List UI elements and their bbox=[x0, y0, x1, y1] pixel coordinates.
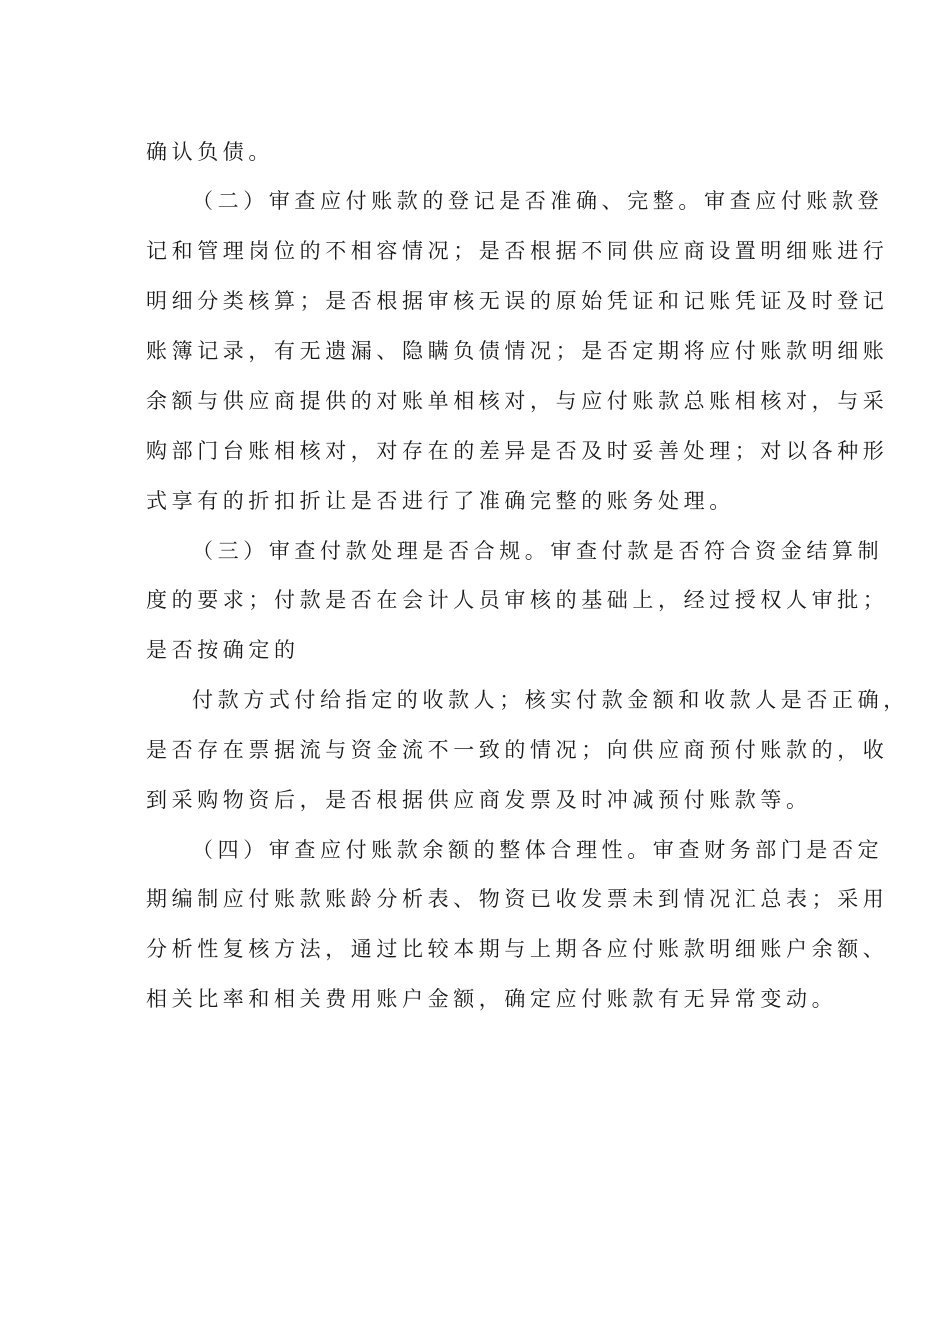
text-line: 购部门台账相核对，对存在的差异是否及时妥善处理；对以各种形 bbox=[146, 439, 889, 463]
text-line: 度的要求；付款是否在会计人员审核的基础上，经过授权人审批； bbox=[146, 588, 889, 612]
text-line: 是否按确定的 bbox=[146, 638, 300, 662]
text-line: 相关比率和相关费用账户金额，确定应付账款有无异常变动。 bbox=[146, 987, 838, 1011]
text-line: 余额与供应商提供的对账单相核对，与应付账款总账相核对，与采 bbox=[146, 389, 889, 413]
text-line: 期编制应付账款账龄分析表、物资已收发票未到情况汇总表；采用 bbox=[146, 887, 889, 911]
text-line: 付款方式付给指定的收款人；核实付款金额和收款人是否正确， bbox=[192, 688, 909, 712]
text-line: 式享有的折扣折让是否进行了准确完整的账务处理。 bbox=[146, 489, 735, 513]
text-line: 到采购物资后，是否根据供应商发票及时冲减预付账款等。 bbox=[146, 788, 812, 812]
paragraph-heading-2: （二）审查应付账款的登记是否准确、完整。审查应付账款登 bbox=[192, 189, 884, 213]
paragraph-heading-4: （四）审查应付账款余额的整体合理性。审查财务部门是否定 bbox=[192, 838, 884, 862]
text-line: 账簿记录，有无遗漏、隐瞒负债情况；是否定期将应付账款明细账 bbox=[146, 339, 889, 363]
paragraph-heading-3: （三）审查付款处理是否合规。审查付款是否符合资金结算制 bbox=[192, 539, 884, 563]
text-line: 确认负债。 bbox=[146, 140, 274, 164]
text-line: 是否存在票据流与资金流不一致的情况；向供应商预付账款的，收 bbox=[146, 738, 889, 762]
text-line: 记和管理岗位的不相容情况；是否根据不同供应商设置明细账进行 bbox=[146, 239, 889, 263]
text-line: 明细分类核算；是否根据审核无误的原始凭证和记账凭证及时登记 bbox=[146, 289, 889, 313]
text-line: 分析性复核方法，通过比较本期与上期各应付账款明细账户余额、 bbox=[146, 937, 889, 961]
